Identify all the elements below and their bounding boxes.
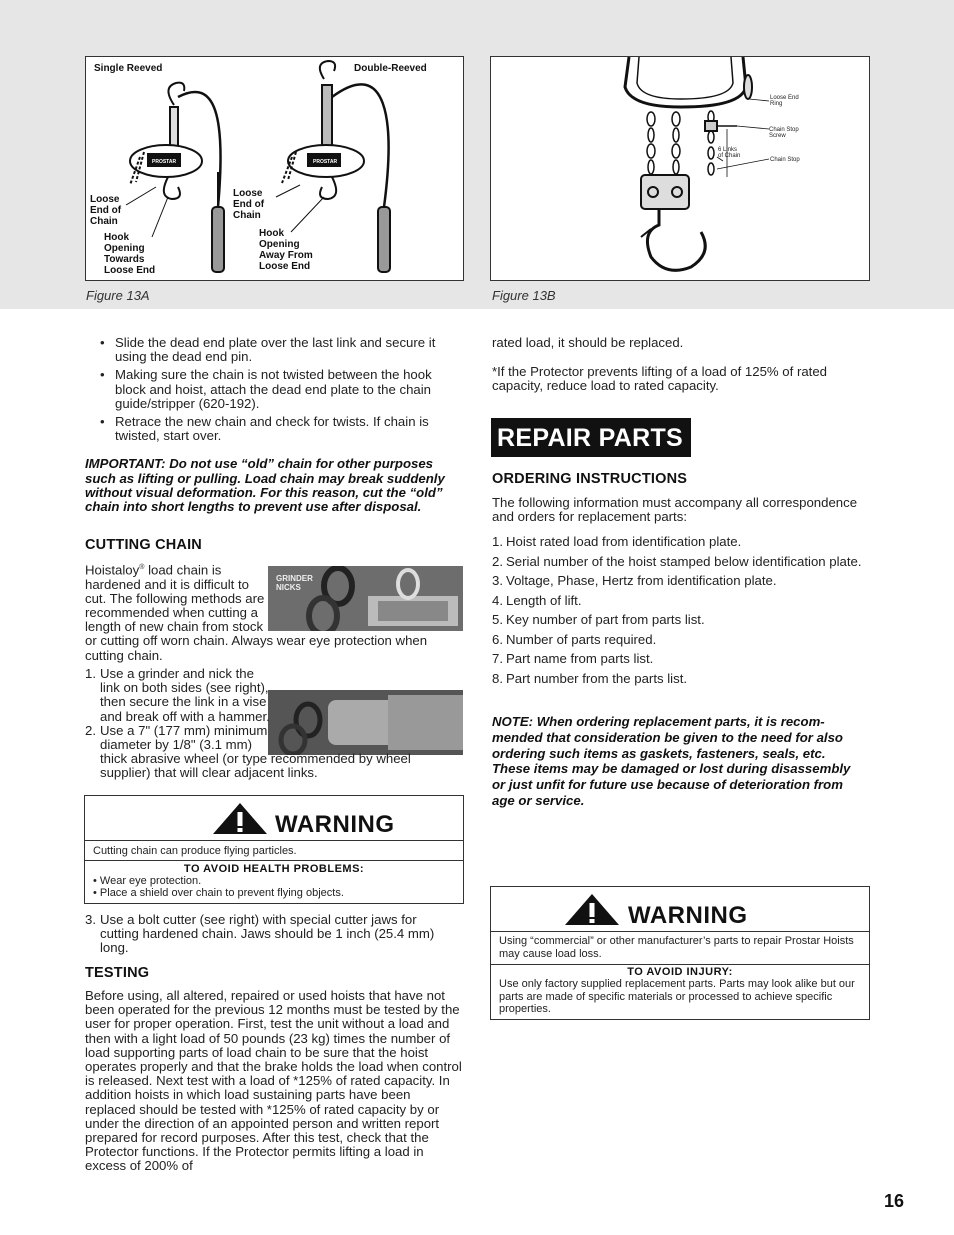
cutting-intro: Hoistaloy® load chain is hardened and it is difficult to cut. The following methods are recommended when cutting a length of new chain from stock or cutting off worn chain. Always wear eye protection when cutting chain.: [85, 562, 428, 663]
warning-triangle-icon: [211, 801, 269, 835]
ordering-note: NOTE: When ordering replacement parts, it is recom-mended that consideration be given to the need for also ordering such items as gaskets, fasteners, seals, etc. These items may be damaged or lost during disassembly or just unfit for future use because of deterioration from age or service.: [492, 714, 851, 808]
label-six-links: 6 Links of Chain: [718, 147, 741, 159]
important-note: IMPORTANT: Do not use “old” chain for other purposes such as lifting or pulling. Load chain may break suddenly without visual deformation. For this reason, cut the “old” chain into short lengths to prevent use after disposal.: [85, 456, 445, 515]
list-item: 4. Length of lift.: [492, 592, 582, 608]
bullet-list: [85, 336, 463, 443]
step-3: 3. Use a bolt cutter (see right) with special cutter jaws for cutting hardened chain. Jaws should be 1 inch (25.4 mm) long.: [85, 912, 435, 956]
warning-body: Use only factory supplied replacement parts. Parts may look alike but our parts are made of specific materials or processed to achieve specific properties.: [499, 978, 855, 1015]
repair-parts-title: REPAIR PARTS: [491, 418, 691, 457]
figure-13b: [490, 56, 870, 281]
warning-subhead: TO AVOID INJURY:: [627, 966, 733, 978]
list-item: 7. Part name from parts list.: [492, 651, 654, 666]
figure-13a: [85, 56, 464, 281]
figure-13a-caption: Figure 13A: [86, 288, 150, 303]
warning-subhead: TO AVOID HEALTH PROBLEMS:: [183, 862, 365, 875]
label-single-reeved: Single Reeved: [94, 63, 163, 74]
label-loose-end-ring: Loose End Ring: [770, 95, 799, 107]
ordering-list: [492, 535, 870, 686]
testing-text: Before using, all altered, repaired or used hoists that have not been operated for the previous 12 months must be tested by the user for proper operation. First, test the unit without a load and then with a light load of 50 pounds (23 kg) times the number of load supporting parts of load chain to be sure that the hoist operates properly and that the brake holds the load when control is released. Next test with a load of *125% of rated capacity. In addition hoists in which load sustaining parts have been replaced should be tested with *125% of rated capacity by or under the direction of an appointed person and written report prepared for record purposes. After this test, check that the Protector functions. If the Protector permits lifting a load in excess of 200% of: [85, 988, 462, 1174]
list-item: • Slide the dead end plate over the last link and secure it using the dead end pin.: [85, 336, 463, 364]
cutting-steps: [85, 667, 463, 781]
label-chain-stop: Chain Stop: [770, 157, 800, 163]
step-2: 2. Use a 7" (177 mm) minimum diameter by 1/8" (3.1 mm) thick abrasive wheel (or type recommended by wheel supplier) that will clear adjacent links.: [85, 722, 411, 781]
label-loose-end-left: Loose End of Chain: [90, 194, 122, 227]
protector-note: *If the Protector prevents lifting of a load of 125% of rated capacity, reduce load to rated capacity.: [492, 364, 828, 394]
warning-title: WARNING: [628, 902, 748, 929]
cutting-chain-heading: CUTTING CHAIN: [85, 537, 202, 553]
warning-list: • Wear eye protection. • Place a shield over chain to prevent flying objects.: [93, 874, 344, 899]
list-item: • Retrace the new chain and check for twists. If chain is twisted, start over.: [85, 415, 463, 443]
label-hook-opening-towards: Hook Opening Towards Loose End: [104, 232, 156, 276]
page-number: 16: [884, 1191, 905, 1211]
figure-13b-caption: Figure 13B: [492, 288, 556, 303]
list-item: 6. Number of parts required.: [492, 631, 657, 647]
brand-right: PROSTAR: [313, 159, 338, 165]
warning-title: WARNING: [275, 811, 395, 838]
step-1: 1. Use a grinder and nick the link on both sides (see right), then secure the link in a vise and break off with a hammer.: [85, 666, 270, 724]
list-item: 3. Voltage, Phase, Hertz from identification plate.: [492, 573, 777, 588]
continued-text: rated load, it should be replaced.: [492, 335, 684, 350]
warning-text: Using “commercial” or other manufacturer’s parts to repair Prostar Hoists may cause load loss.: [491, 932, 869, 965]
testing-heading: TESTING: [85, 965, 150, 981]
label-hook-opening-away: Hook Opening Away From Loose End: [259, 228, 313, 272]
hoist-illustration-13b: [491, 57, 869, 280]
warning-triangle-icon: [563, 892, 621, 926]
brand-left: PROSTAR: [152, 159, 177, 165]
label-double-reeved: Double-Reeved: [354, 63, 427, 74]
list-item: 2. Serial number of the hoist stamped below identification plate.: [492, 553, 862, 569]
warning-text: Cutting chain can produce flying particles.: [85, 841, 463, 861]
list-item: • Making sure the chain is not twisted between the hook block and hoist, attach the dead end plate to the chain guide/stripper (620-192).: [85, 368, 463, 411]
left-column: [85, 336, 463, 514]
list-item: 8. Part number from the parts list.: [492, 670, 688, 686]
warning-box-parts: [490, 886, 870, 1020]
label-chain-stop-screw: Chain Stop Screw: [769, 127, 799, 139]
grinder-label: GRINDER NICKS: [276, 574, 313, 592]
list-item: 5. Key number of part from parts list.: [492, 612, 705, 627]
label-loose-end-right: Loose End of Chain: [233, 188, 265, 221]
ordering-intro: The following information must accompany all correspondence and orders for replacement parts:: [492, 495, 858, 525]
ordering-heading: ORDERING INSTRUCTIONS: [492, 471, 688, 487]
warning-box-cutting: [84, 795, 464, 904]
list-item: 1. Hoist rated load from identification plate.: [492, 534, 742, 549]
